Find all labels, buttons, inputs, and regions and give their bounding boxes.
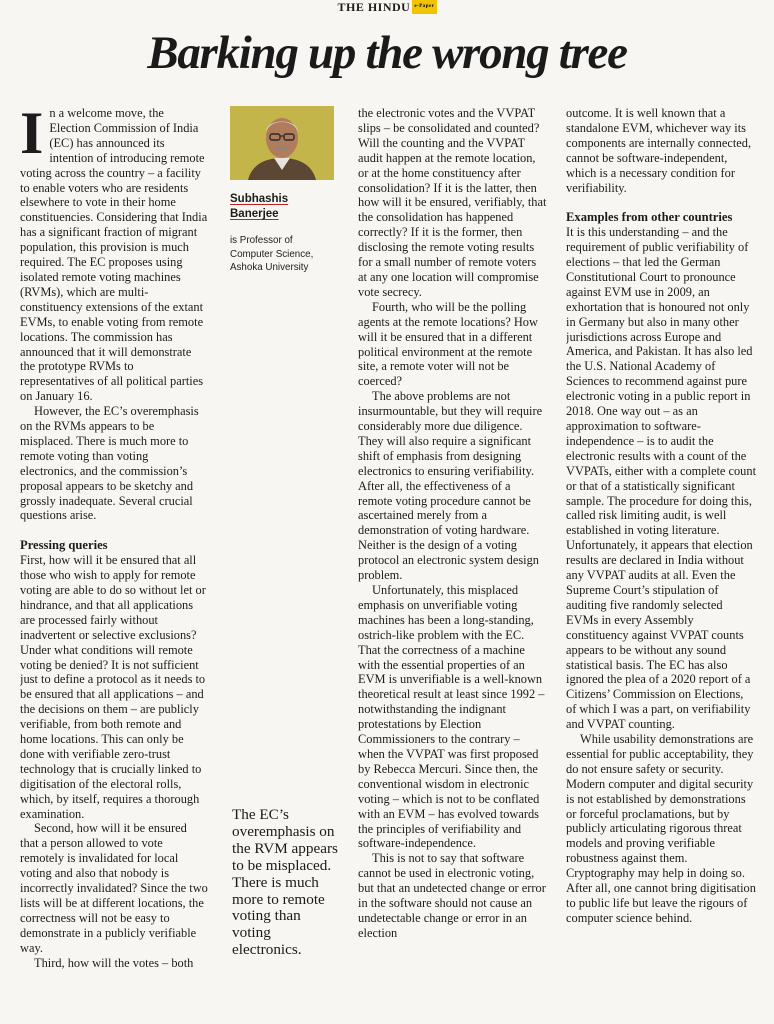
paragraph: Third, how will the votes – both [34, 955, 194, 970]
masthead [0, 0, 774, 18]
paragraph [20, 106, 208, 404]
author-portrait-icon [230, 106, 334, 180]
article-column-3 [358, 106, 548, 986]
author-bio-line: Computer Science, [230, 248, 314, 260]
paragraph: Unfortunately, this misplaced emphasis on unverifiable voting machines has been a long-standing, ostrich-like problem with the EC. That the correctness of a machine with the essential properties of an EVM is unverifiable is a well-known theoretical result at least since 1992 – notwithstanding the indignant protestations by Election Commissioners to the contrary – when the VVPAT was first proposed by Rebecca Mercuri. Since then, the conventional wisdom in electronic voting – which is not to be conflated with an EVM – has evolved towards the principles of verifiability and software-independence. [358, 583, 545, 851]
paragraph: Second, how will it be ensured that a person allowed to vote remotely is invalidated for local voting and also that nobody is incorrectly invalidated? Since the two lists will be at different locations, the correctness will not be easy to demonstrate in a publicly verifiable way. [20, 821, 208, 955]
masthead-sub: e-Paper [412, 0, 436, 14]
headline: Barking up the wrong tree [147, 27, 627, 79]
article-column-1 [20, 106, 208, 986]
article-column-4 [566, 106, 756, 986]
drop-cap: I [20, 106, 44, 166]
paragraph: First, how will it be ensured that all those who wish to apply for remote voting are able to do so without let or hindrance, and that all applications are processed fairly without inadvertent or selective exclusions? Under what conditions will remote voting be denied? It is not sufficient just to define a protocol as it needs to be ensured that all applications – and the decisions on them – are publicly verifiable, from both remote and home locations. This can only be done with verifiable zero-trust technology that is crucially linked to digitisation of the electoral rolls, which, by itself, requires a thorough examination. [20, 553, 206, 821]
author-last-name: Banerjee [230, 208, 279, 220]
pull-quote: The EC’s overemphasis on the RVM appears to be misplaced. There is much more to remote voting than voting electronics. [232, 806, 338, 959]
author-bio-line: Ashoka University [230, 262, 309, 273]
author-name [230, 192, 340, 222]
author-bio [230, 234, 340, 275]
author-bio-line: is Professor of [230, 235, 293, 246]
paragraph: Fourth, who will be the polling agents at the remote locations? How will it be ensured that in a different political environment at the remote site, a remote voter will not be coerced? [358, 299, 538, 389]
subhead-examples-other-countries: Examples from other countries [566, 210, 733, 225]
paragraph: However, the EC’s overemphasis on the RVMs appears to be misplaced. There is much more to remote voting than voting electronics, and the commission’s proposal appears to be sketchy and grossly inadequate. Several crucial questions arise. [20, 404, 199, 523]
subhead-pressing-queries: Pressing queries [20, 538, 108, 553]
author-first-name: Subhashis [230, 193, 289, 205]
paragraph: outcome. It is well known that a standalone EVM, whichever way its components are internally connected, cannot be software-independent, which is a necessary condition for verifiability. [566, 106, 752, 195]
paragraph: This is not to say that software cannot be used in electronic voting, but that an undetected change or error in the software should not cause an undetectable change or error in an election [358, 851, 546, 940]
paragraph: While usability demonstrations are essential for public acceptability, they do not ensure safety or security. Modern computer and digital security is not established by demonstrations or forceful proclamations, but by publicly articulating rigorous threat models and proving verifiable robustness against them. Cryptography may help in doing so. After all, one cannot bring digitisation to public life but leave the rigours of computer science behind. [566, 732, 756, 925]
paragraph-text: n a welcome move, the Election Commission of India (EC) has announced its intention of introducing remote voting across the country – a facility to enable voters who are residents elsewhere to vote in their home constituencies. Considering that India has a significant fraction of migrant population, this provision is much required. The EC proposes using isolated remote voting machines (RVMs), which are multi-constituency extensions of the extant EVMs, to enable voting from remote locations. The commission has announced that it will demonstrate the prototype RVMs to representatives of all political parties on January 16. [20, 106, 208, 404]
paragraph: It is this understanding – and the requirement of public verifiability of elections – that led the German Constitutional Court to pronounce against EVM use in 2009, an exhortation that is honoured not only in Germany but also in many other jurisdictions across Europe and America, and Pakistan. It has also led the U.S. National Academy of Sciences to recommend against pure electronic voting in a public report in 2018. One way out – as an approximation to software-independence – is to audit the electronic results with a count of the VVPATs, either with a complete count or that of a statistically significant sample. The procedure for doing this, called risk limiting audit, is well established in voting literature. Unfortunately, it appears that election results are declared in India without any VVPAT audits at all. Even the Supreme Court’s stipulation of auditing five randomly selected EVMs in every Assembly constituency against VVPAT counts appears to be without any sound statistical basis. The EC has also ignored the plea of a 2020 report of a Citizens’ Commission on Elections, of which I was a part, on verifiability and VVPAT counting. [566, 225, 756, 732]
paragraph: The above problems are not insurmountable, but they will require considerably more due diligence. They will also require a significant shift of emphasis from designing electronics to ensuring verifiability. After all, the effectiveness of a remote voting procedure cannot be ascertained merely from a demonstration of voting hardware. Neither is the design of a voting protocol an electronic system design problem. [358, 389, 543, 583]
masthead-title: THE HINDU [337, 0, 411, 14]
author-photo [230, 106, 334, 180]
paragraph: the electronic votes and the VVPAT slips – be consolidated and counted? Will the counting and the VVPAT audit happen at the remote location, or at the home constituency after consolidation? If it is the latter, then how will it be ensured, verifiably, that the consolidation has happened correctly? If it is the former, then disclosing the remote voting results for a small number of remote voters at any one location will compromise vote secrecy. [358, 106, 547, 299]
